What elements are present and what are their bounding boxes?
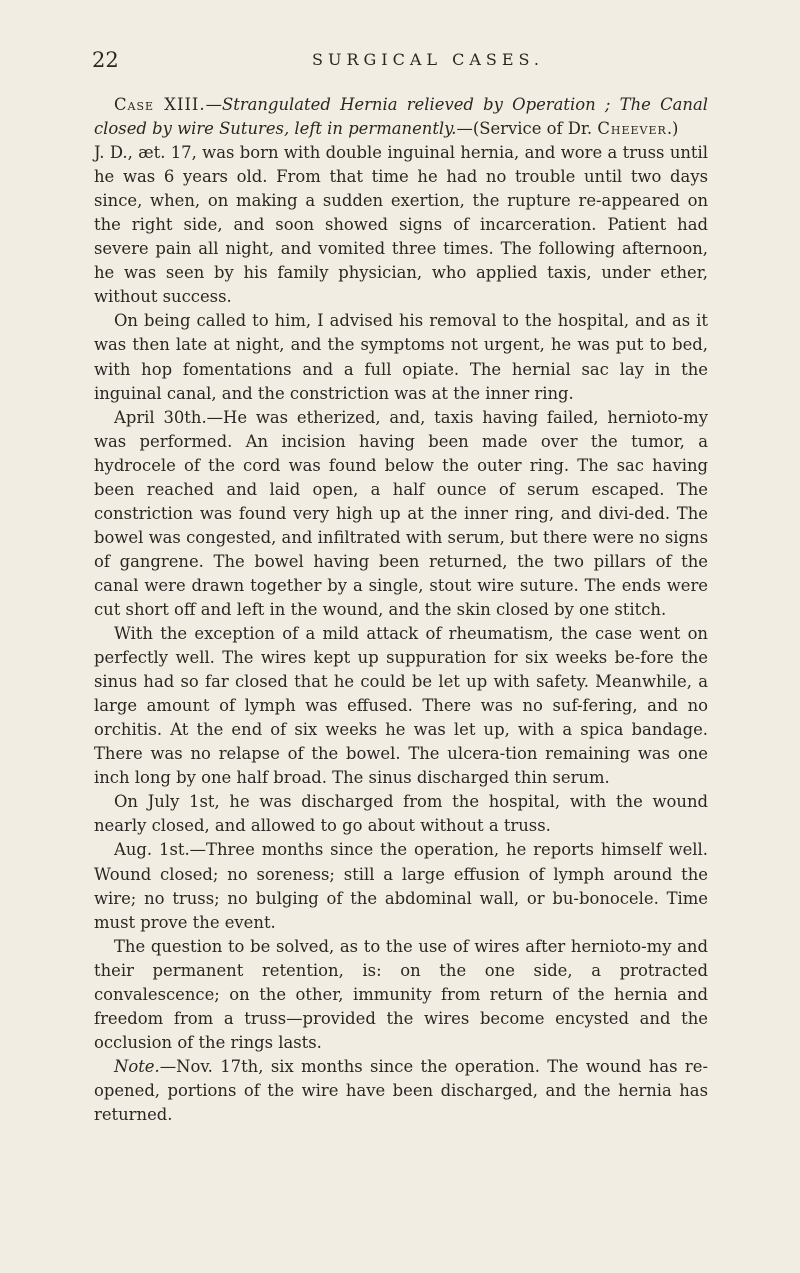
- page-number: 22: [92, 48, 119, 72]
- case-service-prefix: —(Service of Dr.: [456, 119, 598, 139]
- paragraph-5: On July 1st, he was discharged from the hospital, with the wound nearly closed, and allowed to go about without a truss.: [94, 792, 708, 836]
- body-text: [94, 93, 708, 1127]
- paragraph-7: The question to be solved, as to the use of wires after hernioto-my and their permanent retention, is: on the one side, a protracted convalescence; on the other, immunity from return of the hernia and freedom from a truss—provided the wires become encysted and the occlusion of the rings lasts.: [94, 936, 708, 1052]
- case-service-suffix: .): [666, 119, 679, 139]
- paragraph-6: Aug. 1st.—Three months since the operation, he reports himself well. Wound closed; no soreness; still a large effusion of lymph around the wire; no truss; no bulging of the abdominal wall, or bu-bonocele. Time must prove the event.: [94, 840, 708, 932]
- page-header: [92, 48, 712, 78]
- paragraph-2: On being called to him, I advised his removal to the hospital, and as it was then late at night, and the symptoms not urgent, he was put to bed, with hop fomentations and a full opiate. The hernial sac lay in the inguinal canal, and the constriction was at the inner ring.: [94, 311, 708, 403]
- case-label: Case XIII.: [114, 95, 206, 114]
- case-heading: [94, 93, 708, 141]
- case-title: Strangulated Hernia relieved by Operation ; The Canal closed by wire Sutures, left in permanently.: [94, 95, 708, 139]
- running-head: SURGICAL CASES.: [312, 50, 545, 69]
- case-dash: —: [205, 95, 222, 114]
- note-label: Note.: [114, 1056, 160, 1076]
- paragraph-1: J. D., æt. 17, was born with double inguinal hernia, and wore a truss until he was 6 years old. From that time he had no trouble until two days since, when, on making a sudden exertion, the rupture re-appeared on the right side, and soon showed signs of incarceration. Patient had severe pain all night, and vomited three times. The following afternoon, he was seen by his family physician, who applied taxis, under ether, without success.: [94, 143, 708, 307]
- paragraph-4: With the exception of a mild attack of rheumatism, the case went on perfectly well. The wires kept up suppuration for six weeks be-fore the sinus had so far closed that he could be let up with safety. Meanwhile, a large amount of lymph was effused. There was no suf-fering, and no orchitis. At the end of six weeks he was let up, with a spica bandage. There was no relapse of the bowel. The ulcera-tion remaining was one inch long by one half broad. The sinus discharged thin serum.: [94, 624, 708, 788]
- note-text: —Nov. 17th, six months since the operation. The wound has re-opened, portions of the wire have been discharged, and the hernia has returned.: [94, 1056, 708, 1124]
- case-surgeon: Cheever: [597, 119, 667, 139]
- note-paragraph: [94, 1055, 708, 1127]
- paragraph-3: April 30th.—He was etherized, and, taxis having failed, hernioto-my was performed. An incision having been made over the tumor, a hydrocele of the cord was found below the outer ring. The sac having been reached and laid open, a half ounce of serum escaped. The constriction was found very high up at the inner ring, and divi-ded. The bowel was congested, and infiltrated with serum, but there were no signs of gangrene. The bowel having been returned, the two pillars of the canal were drawn together by a single, stout wire suture. The ends were cut short off and left in the wound, and the skin closed by one stitch.: [94, 407, 708, 619]
